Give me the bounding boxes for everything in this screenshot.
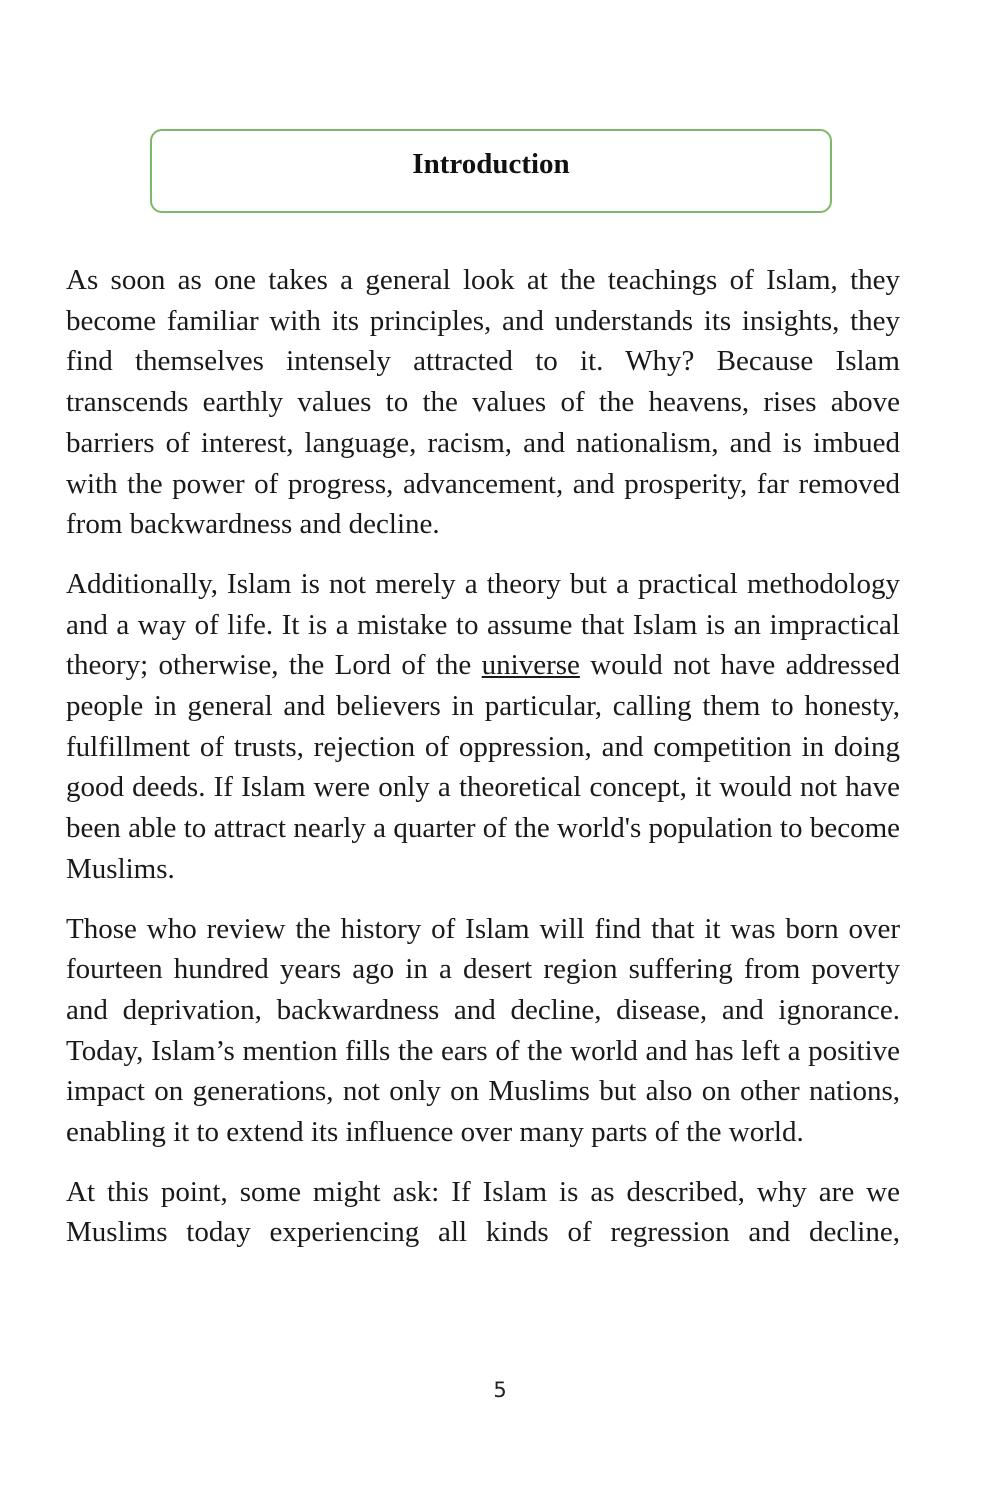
universe-underlined-word: universe [481, 649, 580, 682]
title-box [150, 129, 832, 213]
paragraph-2-end: would not have addressed people in general and believers in particular, calling them to honesty, fulfillment of trusts, rejection of oppression, and competition in doing good deeds. If Islam were only a theoretical concept, it would not have been able to attract nearly a quarter of the world's population to become Muslims. [66, 649, 900, 885]
page-title: Introduction [412, 148, 570, 180]
page-number: 5 [493, 1378, 507, 1402]
paragraph-3: Those who review the history of Islam will find that it was born over fourteen hundred years ago in a desert region suffering from poverty and deprivation, backwardness and decline, disease, and ignorance. Today, Islam’s mention fills the ears of the world and has left a positive impact on generations, not only on Muslims but also on other nations, enabling it to extend its influence over many parts of the world. [66, 912, 900, 1149]
paragraph-2 [66, 564, 900, 890]
paragraph-2-start: Additionally, Islam is not merely a theory but a practical methodology and a way of life. It is a mistake to assume that Islam is an impractical theory; otherwise, the Lord of the [66, 567, 900, 682]
paragraph-4: At this point, some might ask: If Islam is as described, why are we Muslims today experiencing all kinds of regression and decline, [66, 1175, 900, 1249]
paragraph-1: As soon as one takes a general look at the teachings of Islam, they become familiar with its principles, and understands its insights, they find themselves intensely attracted to it. Why? Because Islam transcends earthly values to the values of the heavens, rises above barriers of interest, language, racism, and nationalism, and is imbued with the power of progress, advancement, and prosperity, far removed from backwardness and decline. [66, 264, 900, 541]
body-text [66, 260, 900, 1272]
